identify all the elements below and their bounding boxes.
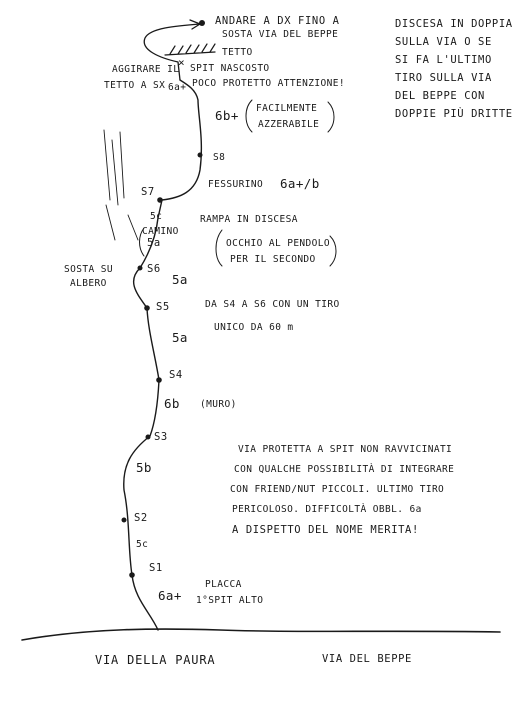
top-instruction-line1: ANDARE A DX FINO A: [215, 15, 340, 27]
hidden-spit-warning: POCO PROTETTO ATTENZIONE!: [192, 78, 345, 89]
s4-s6-note-line1: DA S4 A S6 CON UN TIRO: [205, 299, 340, 310]
route-name-left: VIA DELLA PAURA: [95, 653, 216, 667]
slab-label: PLACCA: [205, 579, 242, 590]
belay-dot-s5: [144, 305, 150, 311]
descent-line6: DOPPIE PIÙ DRITTE: [395, 108, 513, 120]
paren-pendolo-close: [330, 236, 336, 266]
easy-aid-line1: FACILMENTE: [256, 103, 318, 114]
summary-line3: CON FRIEND/NUT PICCOLI. ULTIMO TIRO: [230, 484, 445, 495]
belay-dot-s1: [129, 572, 135, 578]
grade-6bplus: 6b+: [215, 108, 239, 123]
descent-line1: DISCESA IN DOPPIA: [395, 18, 513, 30]
wall-label: (MURO): [200, 399, 237, 410]
hidden-spit-label: SPIT NASCOSTO: [190, 63, 270, 74]
grade-6b-wall: 6b: [164, 396, 180, 411]
first-spit-label: 1°SPIT ALTO: [196, 595, 264, 606]
hidden-spit-marker: ×: [178, 56, 186, 69]
paren-pendolo: [216, 230, 222, 266]
route-name-right: VIA DEL BEPPE: [322, 653, 412, 665]
grade-5a-a: 5a: [172, 272, 188, 287]
grade-6aplus-top: 6a+: [168, 82, 187, 93]
chimney-label: CAMINO: [142, 226, 179, 237]
summary-line4: PERICOLOSO. DIFFICOLTÀ OBBL. 6a: [232, 504, 422, 515]
belay-s1: S1: [149, 562, 163, 574]
belay-s2: S2: [134, 512, 148, 524]
grade-5c-lower: 5c: [136, 539, 149, 550]
belay-s5: S5: [156, 301, 170, 313]
belay-s3: S3: [154, 431, 168, 443]
descent-line5: DEL BEPPE CON: [395, 90, 485, 102]
summary-line1: VIA PROTETTA A SPIT NON RAVVICINATI: [238, 444, 453, 455]
descent-line2: SULLA VIA O SE: [395, 36, 492, 48]
easy-aid-line2: AZZERABILE: [258, 119, 320, 130]
bypass-roof-line1: AGGIRARE IL: [112, 64, 180, 75]
belay-s6: S6: [147, 263, 161, 275]
pendulum-line1: OCCHIO AL PENDOLO: [226, 238, 331, 249]
tree-belay-line2: ALBERO: [70, 278, 107, 289]
grade-6aplus-bottom: 6a+: [158, 588, 182, 603]
chimney-lines: [104, 130, 138, 240]
roof-label: TETTO: [222, 47, 253, 58]
belay-dots: [122, 20, 206, 578]
crack-grade: 6a+/b: [280, 176, 320, 191]
summary-line5: A DISPETTO DEL NOME MERITA!: [232, 524, 419, 536]
belay-dot-s7: [157, 197, 163, 203]
belay-s8: S8: [213, 152, 226, 163]
bypass-roof-line2: TETTO A SX: [104, 80, 166, 91]
ground-line: [22, 629, 500, 640]
paren-6bplus-close: [328, 102, 334, 132]
descent-line4: TIRO SULLA VIA: [395, 72, 492, 84]
belay-dot-s2: [122, 518, 127, 523]
grade-5c-upper: 5c: [150, 211, 163, 222]
crack-label: FESSURINO: [208, 179, 264, 190]
belay-dot-s4: [156, 377, 162, 383]
pendulum-line2: PER IL SECONDO: [230, 254, 316, 265]
descent-line3: SI FA L'ULTIMO: [395, 54, 492, 66]
chimney-grade: 5a: [147, 237, 161, 249]
grade-5a-b: 5a: [172, 330, 188, 345]
ramp-label: RAMPA IN DISCESA: [200, 214, 298, 225]
wall-text: MURO: [206, 399, 231, 410]
belay-dot-top: [199, 20, 205, 26]
summary-line2: CON QUALCHE POSSIBILITÀ DI INTEGRARE: [234, 464, 455, 475]
top-instruction-line2: SOSTA VIA DEL BEPPE: [222, 29, 339, 40]
grade-5b: 5b: [136, 460, 152, 475]
tree-belay-line1: SOSTA SU: [64, 264, 113, 275]
belay-dot-s6: [138, 266, 143, 271]
roof-hatch: [165, 44, 215, 55]
belay-s7: S7: [141, 186, 155, 198]
belay-s4: S4: [169, 369, 183, 381]
paren-6bplus: [246, 100, 252, 132]
belay-dot-s8: [198, 153, 203, 158]
belay-dot-s3: [146, 435, 151, 440]
s4-s6-note-line2: UNICO DA 60 m: [214, 322, 294, 333]
